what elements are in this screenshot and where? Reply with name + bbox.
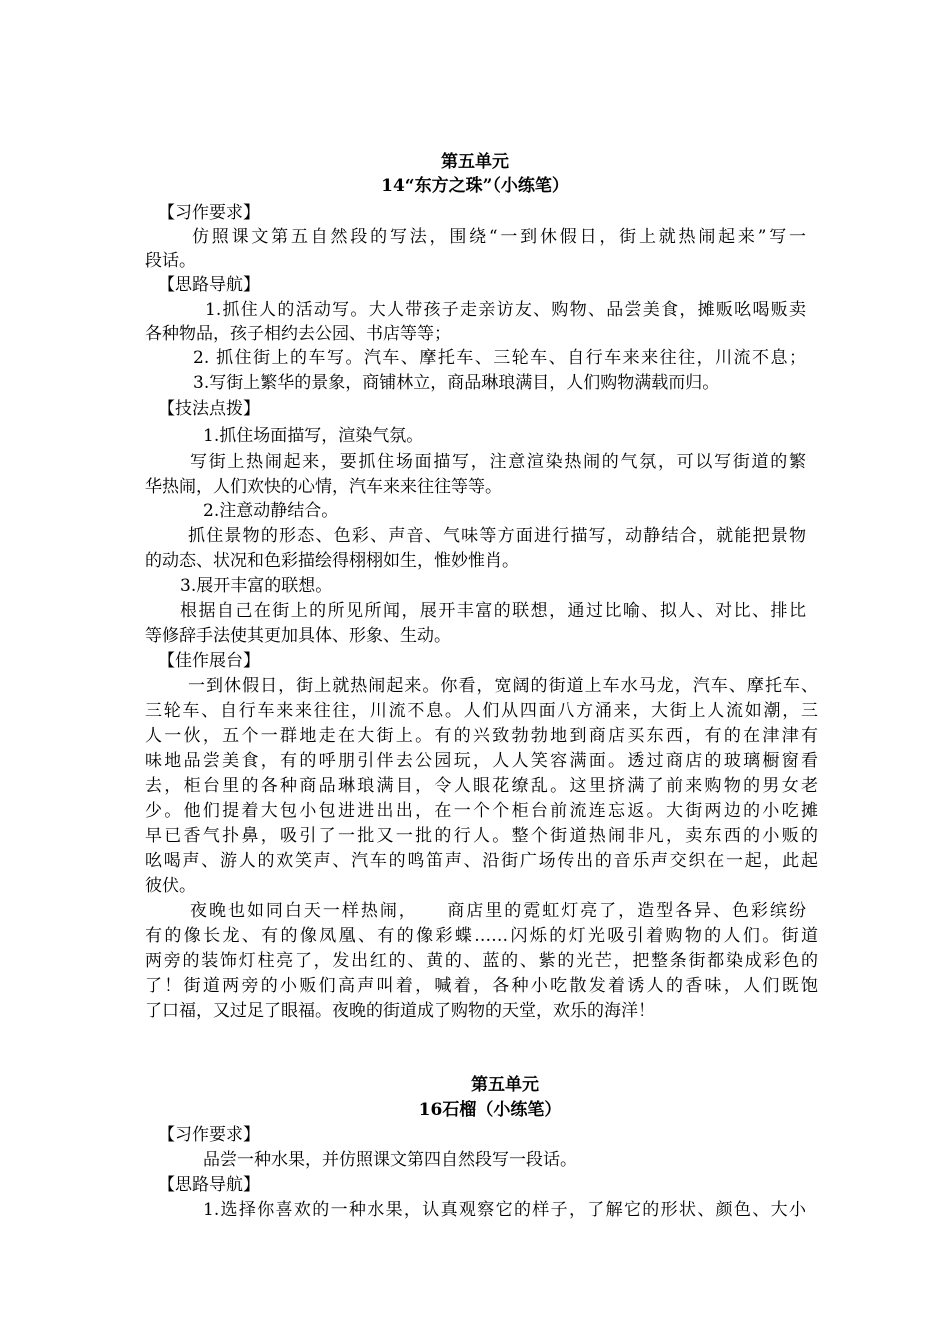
lesson-title: 16石榴（小练笔） — [418, 1100, 562, 1120]
paragraph-line: 夜晚也如同白天一样热闹， 商店里的霓虹灯亮了，造型各异、色彩缤纷 — [190, 901, 806, 921]
heading-writing-requirements: 【习作要求】 — [158, 1125, 260, 1145]
paragraph-line: 段话。 — [145, 251, 196, 271]
heading-technique-tips: 【技法点拨】 — [158, 399, 260, 419]
heading-showcase: 【佳作展台】 — [158, 651, 260, 671]
heading-thinking-guide: 【思路导航】 — [158, 275, 260, 295]
paragraph-line: 人一伙，五个一群地走在大街上。有的兴致勃勃地到商店买东西，有的在津津有 — [145, 726, 818, 746]
heading-thinking-guide: 【思路导航】 — [158, 1175, 260, 1195]
unit-title: 第五单元 — [471, 1075, 539, 1095]
paragraph-line: 了！街道两旁的小贩们高声叫着，喊着，各种小吃散发着诱人的香味，人们既饱 — [145, 976, 818, 996]
paragraph-line: 3.展开丰富的联想。 — [180, 576, 333, 596]
paragraph-line: 有的像长龙、有的像凤凰、有的像彩蝶……闪烁的灯光吸引着购物的人们。街道 — [145, 926, 818, 946]
paragraph-line: 1.抓住人的活动写。大人带孩子走亲访友、购物、品尝美食，摊贩吆喝贩卖 — [205, 300, 806, 320]
paragraph-line: 两旁的装饰灯柱亮了，发出红的、黄的、蓝的、紫的光芒，把整条街都染成彩色的 — [145, 951, 818, 971]
paragraph-line: 根据自己在街上的所见所闻，展开丰富的联想，通过比喻、拟人、对比、排比 — [180, 601, 806, 621]
paragraph-line: 去，柜台里的各种商品琳琅满目，令人眼花缭乱。这里挤满了前来购物的男女老 — [145, 776, 818, 796]
paragraph-line: 早已香气扑鼻，吸引了一批又一批的行人。整个街道热闹非凡，卖东西的小贩的 — [145, 826, 818, 846]
paragraph-line: 抓住景物的形态、色彩、声音、气味等方面进行描写，动静结合，就能把景物 — [188, 526, 806, 546]
paragraph-line: 各种物品，孩子相约去公园、书店等等； — [145, 324, 451, 344]
paragraph-line: 1.抓住场面描写，渲染气氛。 — [203, 426, 424, 446]
heading-writing-requirements: 【习作要求】 — [158, 203, 260, 223]
paragraph-line: 仿照课文第五自然段的写法，围绕“一到休假日，街上就热闹起来”写一 — [192, 227, 806, 247]
paragraph-line: 写街上热闹起来，要抓住场面描写，注意渲染热闹的气氛，可以写街道的繁 — [190, 452, 806, 472]
paragraph-line: 等修辞手法使其更加具体、形象、生动。 — [145, 626, 451, 646]
paragraph-line: 品尝一种水果，并仿照课文第四自然段写一段话。 — [203, 1150, 577, 1170]
paragraph-line: 1.选择你喜欢的一种水果，认真观察它的样子，了解它的形状、颜色、大小 — [203, 1200, 806, 1220]
paragraph-line: 2. 抓住街上的车写。汽车、摩托车、三轮车、自行车来来往往，川流不息； — [193, 348, 806, 368]
paragraph-line: 吆喝声、游人的欢笑声、汽车的鸣笛声、沿街广场传出的音乐声交织在一起，此起 — [145, 851, 818, 871]
unit-title: 第五单元 — [441, 152, 509, 172]
paragraph-line: 了口福，又过足了眼福。夜晚的街道成了购物的天堂，欢乐的海洋！ — [145, 1001, 655, 1021]
lesson-title: 14“东方之珠”（小练笔） — [381, 176, 569, 196]
paragraph-line: 一到休假日，街上就热闹起来。你看，宽阔的街道上车水马龙，汽车、摩托车、 — [188, 676, 818, 696]
paragraph-line: 的动态、状况和色彩描绘得栩栩如生，惟妙惟肖。 — [145, 551, 519, 571]
paragraph-line: 三轮车、自行车来来往往，川流不息。人们从四面八方涌来，大街上人流如潮，三 — [145, 701, 818, 721]
paragraph-line: 少。他们提着大包小包进进出出，在一个个柜台前流连忘返。大街两边的小吃摊 — [145, 801, 818, 821]
paragraph-line: 味地品尝美食，有的呼朋引伴去公园玩，人人笑容满面。透过商店的玻璃橱窗看 — [145, 751, 818, 771]
paragraph-line: 2.注意动静结合。 — [203, 501, 339, 521]
paragraph-line: 3.写街上繁华的景象，商铺林立，商品琳琅满目，人们购物满载而归。 — [193, 373, 720, 393]
paragraph-line: 彼伏。 — [145, 876, 196, 896]
paragraph-line: 华热闹，人们欢快的心情，汽车来来往往等等。 — [145, 477, 502, 497]
